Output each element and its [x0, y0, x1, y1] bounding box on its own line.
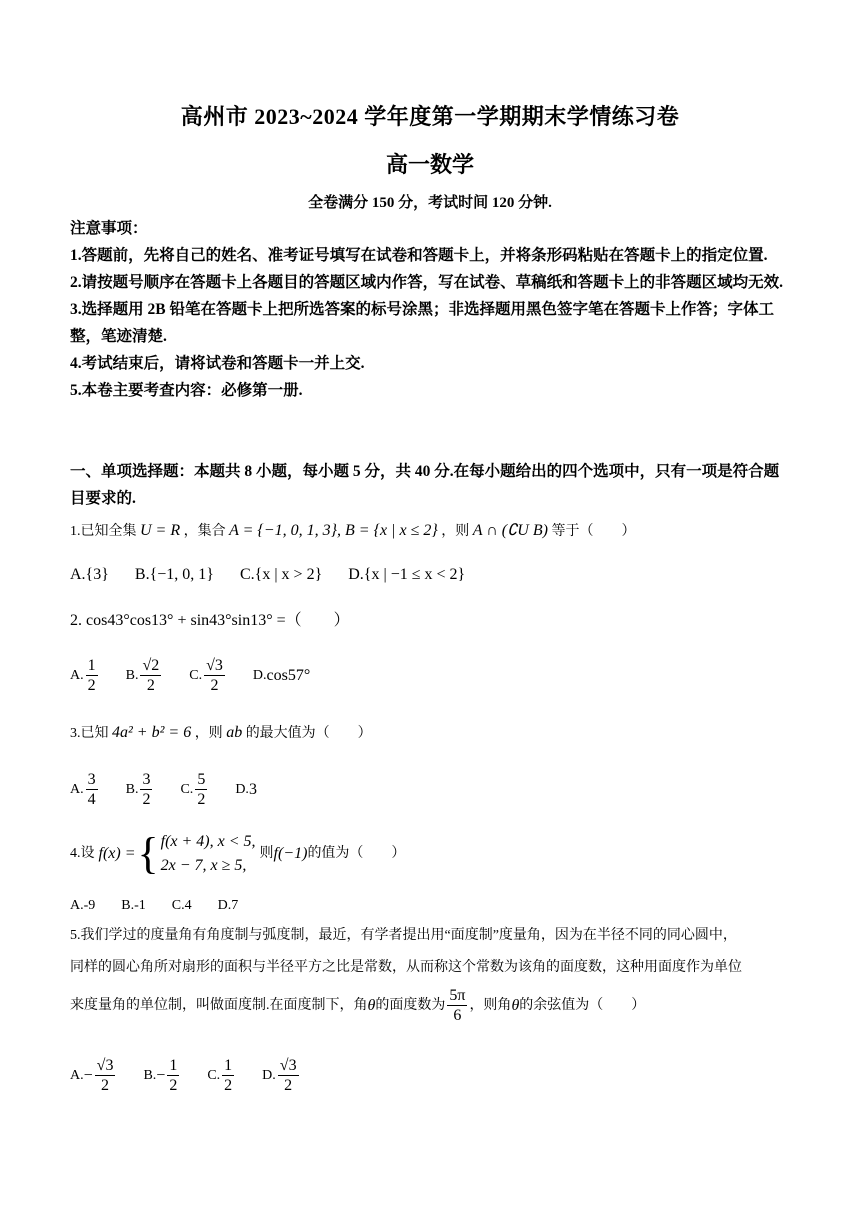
option-c[interactable] [207, 1056, 236, 1095]
option-d[interactable]: D.{x | −1 ≤ x < 2} [348, 566, 466, 583]
q3-mid: ，则 [194, 726, 223, 741]
question-2-stem: 2. cos43°cos13° + sin43°sin13° =（ ） [70, 612, 350, 629]
option-b[interactable]: B.{−1, 0, 1} [134, 566, 214, 583]
denominator: 2 [284, 1077, 293, 1094]
question-2-options [70, 656, 336, 695]
option-d[interactable]: D.7 [217, 898, 239, 913]
option-d[interactable] [253, 667, 310, 685]
option-c[interactable]: C.4 [171, 898, 192, 913]
denominator: 2 [210, 677, 219, 694]
fraction [95, 1056, 116, 1095]
q1-sets: A = {−1, 0, 1, 3}, B = {x | x ≤ 2} [229, 522, 438, 539]
q3-var: ab [226, 724, 243, 741]
question-4-stem [70, 830, 795, 878]
fraction [278, 1056, 299, 1095]
numerator: √3 [206, 657, 223, 674]
option-b[interactable]: B.-1 [121, 898, 146, 913]
page-subtitle: 高一数学 [385, 152, 474, 177]
note-item: 4.考试结束后，请将试卷和答题卡一并上交. [70, 355, 365, 372]
option-value: 3 [248, 780, 257, 798]
q4-end: 的值为（ ） [307, 846, 406, 861]
denominator: 4 [87, 791, 96, 808]
piecewise-cases [161, 830, 256, 878]
q3-prefix: 3.已知 [70, 726, 109, 741]
fraction [204, 656, 225, 695]
q4-prefix: 4.设 [70, 846, 95, 861]
fraction [447, 986, 467, 1025]
question-5-line-3 [70, 986, 795, 1025]
question-3-stem [70, 722, 795, 745]
option-label: B. [125, 781, 139, 797]
theta-symbol: θ [511, 996, 520, 1014]
q5-line3-mid: 的面度数为 [375, 997, 446, 1013]
numerator: 5 [197, 771, 206, 788]
notes-heading: 注意事项： [70, 220, 148, 237]
question-5-line-1: 5.我们学过的度量角有角度制与弧度制，最近，有学者提出用“面度制”度量角，因为在半径不同的同心圆中， [70, 928, 737, 943]
question-3-options [70, 770, 283, 809]
fraction [167, 1056, 179, 1095]
question-5-line-2: 同样的圆心角所对扇形的面积与半径平方之比是常数，从而称这个常数为该角的面度数，这种用面度作为单位 [70, 960, 742, 975]
option-label: A. [70, 781, 84, 797]
option-label: D. [235, 781, 249, 797]
piecewise-line [70, 830, 405, 878]
option-label: A. [70, 667, 84, 683]
denominator: 2 [87, 677, 96, 694]
option-b[interactable] [143, 1056, 181, 1095]
denominator: 2 [224, 1077, 233, 1094]
option-c[interactable]: C.{x | x > 2} [239, 566, 323, 583]
case-2: 2x − 7, x ≥ 5, [160, 857, 247, 874]
left-brace-icon: { [137, 829, 159, 878]
option-label: D. [252, 667, 267, 683]
numerator: √3 [96, 1057, 114, 1074]
fraction [195, 770, 207, 809]
option-a[interactable] [70, 1056, 117, 1095]
option-a[interactable] [70, 770, 100, 809]
option-a[interactable] [70, 656, 100, 695]
denominator: 2 [169, 1077, 178, 1094]
question-4-options [70, 898, 264, 914]
fraction [140, 656, 161, 695]
q1-tail: ，则 [441, 524, 470, 539]
q5-line3-prefix: 来度量角的单位制，叫做面度制.在面度制下，角 [70, 997, 368, 1013]
option-c[interactable] [180, 770, 209, 809]
option-d[interactable] [262, 1056, 300, 1095]
q1-universe: U = R [140, 522, 181, 539]
fraction [86, 656, 98, 695]
option-label: B. [125, 667, 139, 683]
case-1: f(x + 4), x < 5, [160, 833, 256, 850]
page-title: 高州市 2023~2024 学年度第一学期期末学情练习卷 [180, 104, 680, 129]
q5-line3-end: 的余弦值为（ ） [519, 997, 646, 1013]
option-label: B. [143, 1067, 157, 1083]
option-b[interactable] [126, 656, 164, 695]
denominator: 2 [142, 791, 151, 808]
numerator: 3 [142, 771, 151, 788]
q5-line3-tail: ，则角 [469, 997, 512, 1013]
option-label: C. [207, 1067, 221, 1083]
fraction [222, 1056, 234, 1095]
question-5-options [70, 1056, 327, 1095]
option-a[interactable]: A.{3} [70, 566, 109, 583]
note-item: 5.本卷主要考查内容：必修第一册. [70, 382, 303, 399]
option-b[interactable] [126, 770, 155, 809]
numerator: 3 [87, 771, 96, 788]
numerator: 5π [449, 987, 466, 1004]
question-1-options [70, 566, 491, 584]
section-heading: 一、单项选择题：本题共 8 小题，每小题 5 分，共 40 分.在每小题给出的四个选项中，只有一项是符合题目要求的. [70, 463, 780, 507]
option-label: C. [180, 781, 194, 797]
question-1-stem [70, 520, 795, 543]
q3-end: 的最大值为（ ） [245, 726, 372, 741]
q1-prefix: 1.已知全集 [70, 524, 137, 539]
q1-expr: A ∩ (∁U B) [472, 522, 548, 539]
q4-mid: 则 [259, 846, 274, 861]
option-d[interactable] [235, 781, 257, 799]
fraction [140, 770, 152, 809]
numerator: √2 [142, 657, 160, 674]
denominator: 2 [146, 677, 155, 694]
option-a[interactable]: A.-9 [70, 898, 96, 913]
numerator: 1 [224, 1057, 233, 1074]
numerator: 1 [87, 657, 96, 674]
q3-expr: 4a² + b² = 6 [112, 724, 192, 741]
minus-sign: − [156, 1066, 166, 1084]
option-c[interactable] [189, 656, 227, 695]
q4-expr: f(−1) [273, 845, 308, 862]
numerator: 1 [169, 1057, 178, 1074]
note-item: 3.选择题用 2B 铅笔在答题卡上把所选答案的标号涂黑；非选择题用黑色签字笔在答题卡上作答；字体工整，笔迹清楚. [70, 301, 774, 345]
option-label: C. [189, 667, 203, 683]
notes-block [70, 215, 790, 404]
note-item: 2.请按题号顺序在答题卡上各题目的答题区域内作答，写在试卷、草稿纸和答题卡上的非答题区域均无效. [70, 274, 784, 291]
option-value: cos57° [266, 666, 311, 684]
note-item: 1.答题前，先将自己的姓名、准考证号填写在试卷和答题卡上，并将条形码粘贴在答题卡上的指定位置. [70, 247, 768, 264]
exam-meta: 全卷满分 150 分，考试时间 120 分钟. [308, 195, 552, 211]
q1-mid: ，集合 [183, 524, 226, 539]
option-label: D. [262, 1067, 276, 1083]
denominator: 2 [197, 791, 206, 808]
q4-func: f(x) = [98, 845, 136, 862]
denominator: 6 [453, 1007, 462, 1024]
fraction [86, 770, 98, 809]
option-label: A. [70, 1067, 84, 1083]
numerator: √3 [279, 1057, 297, 1074]
q1-end: 等于（ ） [551, 524, 636, 539]
theta-symbol: θ [367, 996, 376, 1014]
denominator: 2 [101, 1077, 110, 1094]
minus-sign: − [83, 1066, 93, 1084]
